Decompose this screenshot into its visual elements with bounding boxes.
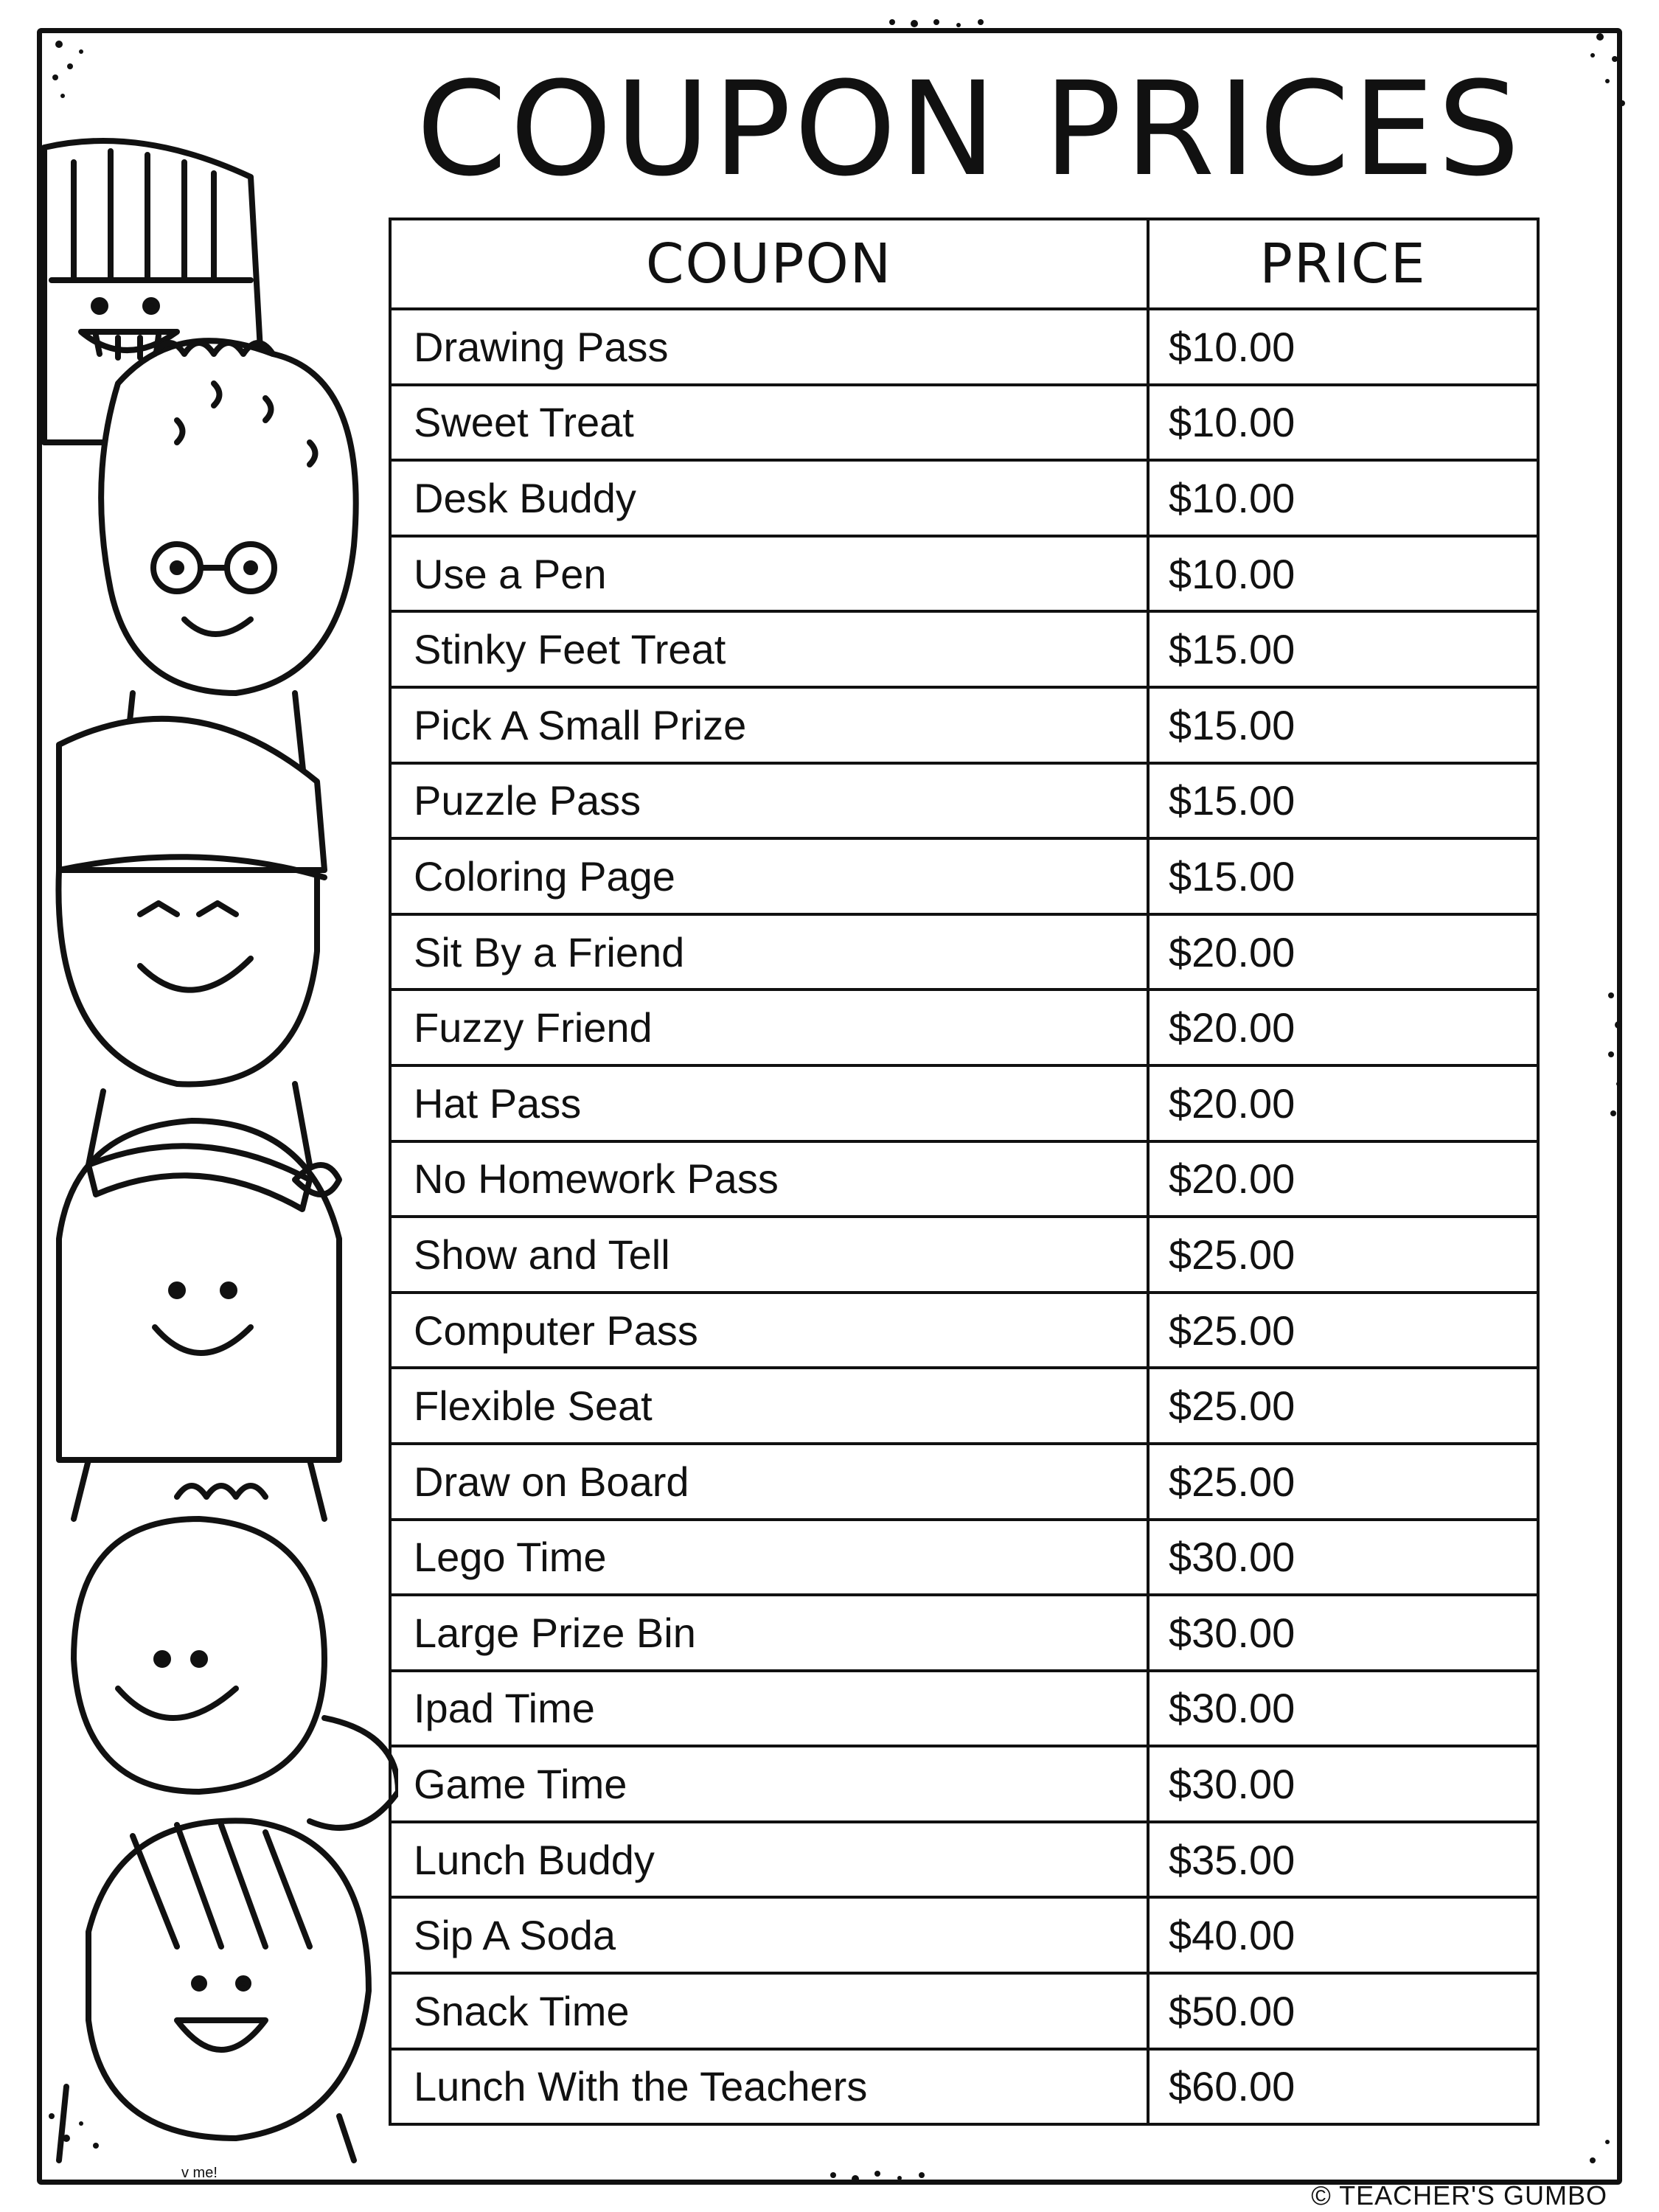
coupon-price: $30.00 xyxy=(1148,1671,1538,1747)
coupon-price: $20.00 xyxy=(1148,1141,1538,1217)
coupon-price: $10.00 xyxy=(1148,309,1538,385)
coupon-price: $30.00 xyxy=(1148,1520,1538,1596)
table-row xyxy=(390,1520,1538,1596)
coupon-name: Coloring Page xyxy=(390,838,1148,914)
column-header-coupon: COUPON xyxy=(390,219,1148,309)
coupon-price: $25.00 xyxy=(1148,1444,1538,1520)
table-row xyxy=(390,385,1538,461)
coupon-name: Sit By a Friend xyxy=(390,914,1148,990)
table-row xyxy=(390,1217,1538,1293)
coupon-price: $25.00 xyxy=(1148,1217,1538,1293)
table-row xyxy=(390,1822,1538,1898)
table-row xyxy=(390,763,1538,839)
coupon-price: $50.00 xyxy=(1148,1973,1538,2049)
table-row xyxy=(390,1671,1538,1747)
page-title: COUPON PRICES xyxy=(416,54,1523,205)
table-row xyxy=(390,460,1538,536)
coupon-name: Snack Time xyxy=(390,1973,1148,2049)
table-row xyxy=(390,914,1538,990)
table-row xyxy=(390,1444,1538,1520)
coupon-name: Lego Time xyxy=(390,1520,1148,1596)
coupon-name: Game Time xyxy=(390,1746,1148,1822)
coupon-name: Flexible Seat xyxy=(390,1368,1148,1444)
coupon-price: $25.00 xyxy=(1148,1293,1538,1368)
coupon-price: $30.00 xyxy=(1148,1746,1538,1822)
coupon-price: $20.00 xyxy=(1148,1065,1538,1141)
coupon-price: $15.00 xyxy=(1148,611,1538,687)
table-row xyxy=(390,1368,1538,1444)
artist-signature: v me! xyxy=(181,2165,218,2181)
coupon-name: Show and Tell xyxy=(390,1217,1148,1293)
coupon-name: Pick A Small Prize xyxy=(390,687,1148,763)
coupon-price: $10.00 xyxy=(1148,536,1538,612)
coupon-price: $35.00 xyxy=(1148,1822,1538,1898)
coupon-price: $15.00 xyxy=(1148,838,1538,914)
table-row xyxy=(390,536,1538,612)
coupon-name: Hat Pass xyxy=(390,1065,1148,1141)
coupon-name: Stinky Feet Treat xyxy=(390,611,1148,687)
coupon-price: $20.00 xyxy=(1148,990,1538,1065)
table-row xyxy=(390,1065,1538,1141)
table-row xyxy=(390,1897,1538,1973)
coupon-price: $30.00 xyxy=(1148,1595,1538,1671)
coupon-price: $10.00 xyxy=(1148,460,1538,536)
coupon-price: $15.00 xyxy=(1148,687,1538,763)
coupon-name: Ipad Time xyxy=(390,1671,1148,1747)
coupon-price-table xyxy=(389,218,1540,2126)
table-row xyxy=(390,1973,1538,2049)
coupon-price: $20.00 xyxy=(1148,914,1538,990)
column-header-price: PRICE xyxy=(1148,219,1538,309)
coupon-name: Lunch With the Teachers xyxy=(390,2049,1148,2125)
coupon-price: $10.00 xyxy=(1148,385,1538,461)
coupon-price: $40.00 xyxy=(1148,1897,1538,1973)
coupon-name: No Homework Pass xyxy=(390,1141,1148,1217)
coupon-name: Lunch Buddy xyxy=(390,1822,1148,1898)
table-row xyxy=(390,838,1538,914)
table-row xyxy=(390,1141,1538,1217)
stacked-kids-peeking-illustration xyxy=(29,133,398,2168)
table-row xyxy=(390,1746,1538,1822)
coupon-name: Use a Pen xyxy=(390,536,1148,612)
coupon-name: Drawing Pass xyxy=(390,309,1148,385)
coupon-name: Large Prize Bin xyxy=(390,1595,1148,1671)
table-row xyxy=(390,1293,1538,1368)
coupon-name: Fuzzy Friend xyxy=(390,990,1148,1065)
copyright-notice: © TEACHER'S GUMBO xyxy=(1311,2180,1607,2211)
table-row xyxy=(390,2049,1538,2125)
coupon-name: Sip A Soda xyxy=(390,1897,1148,1973)
coupon-name: Sweet Treat xyxy=(390,385,1148,461)
coupon-name: Puzzle Pass xyxy=(390,763,1148,839)
coupon-price: $25.00 xyxy=(1148,1368,1538,1444)
table-row xyxy=(390,687,1538,763)
coupon-name: Draw on Board xyxy=(390,1444,1148,1520)
coupon-price: $60.00 xyxy=(1148,2049,1538,2125)
table-header-row xyxy=(390,219,1538,309)
coupon-name: Computer Pass xyxy=(390,1293,1148,1368)
coupon-name: Desk Buddy xyxy=(390,460,1148,536)
table-row xyxy=(390,309,1538,385)
table-row xyxy=(390,990,1538,1065)
table-row xyxy=(390,611,1538,687)
table-row xyxy=(390,1595,1538,1671)
coupon-price: $15.00 xyxy=(1148,763,1538,839)
